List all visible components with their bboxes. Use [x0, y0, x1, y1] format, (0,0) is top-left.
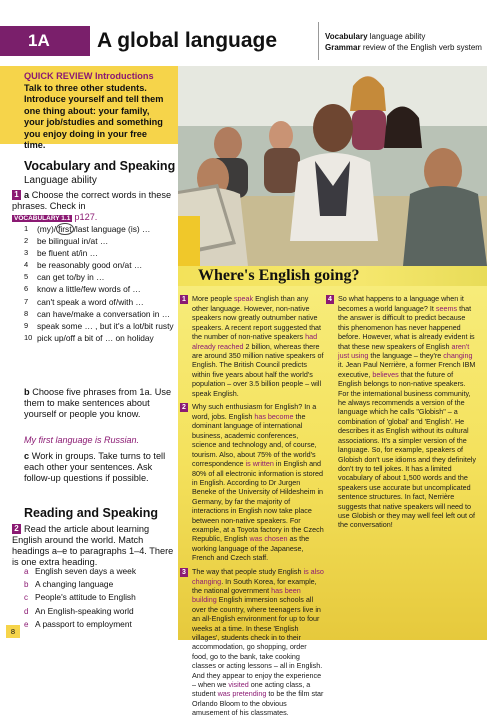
paragraph-number: 4: [326, 295, 334, 304]
paragraph-number: 1: [180, 295, 188, 304]
task-1a: [12, 190, 176, 224]
list-item: 4 be reasonably good on/at …: [24, 260, 143, 271]
task-1c-text: Work in groups. Take turns to tell each other your sentences. Ask follow-up questions if possible.: [24, 451, 166, 483]
article-title: Where's English going?: [178, 266, 487, 286]
article-column-left: [182, 294, 324, 722]
paragraph-1: 1 More people speak English than any other language. However, non-native speakers now greatly outnumber native speakers. A recent report suggested that the number of non-native speakers had already reached 2 billion, whereas there are around 350 million native speakers of English. The British Council predicts within five years about half the world's population – over 3.5 billion people – will speak English.: [192, 294, 324, 398]
grammar-focus: [325, 43, 482, 52]
circled-answer: first: [58, 224, 72, 234]
list-item: e A passport to employment: [24, 618, 132, 629]
vocabulary-subheading: Language ability: [24, 175, 97, 186]
vocabulary-reference-badge[interactable]: VOCABULARY 1.1: [14, 215, 71, 222]
paragraph-number: 3: [180, 568, 188, 577]
vocabulary-text: language ability: [369, 32, 426, 41]
task-number: 2: [12, 524, 21, 534]
task-2: [12, 524, 176, 568]
task-letter: b: [24, 387, 30, 397]
paragraph-4: 4 So what happens to a language when it becomes a world language? It seems that the answer is difficult to predict because this phenomenon has never happened before. However, what is already evident is that these new speakers of English aren't just using the language – they're changing it. Jean Paul Nerrière, a former French IBM executive, believes that the future of English belongs to non-native speakers. For the international business community, he always recommends a version of the language which he calls "Globish" – a combination of 'global' and 'English'. He describes it as English without its cultural associations. It's a simpler version of the language. So, for example, speakers of Globish don't use idioms and they definitely don't try to tell jokes. It has a limited vocabulary of about 1,500 words and the speakers use accurate but uncomplicated sentence structures. In fact, Nerrière suggests that native speakers will need to use Globish or they may well feel left out of the conversation!: [338, 294, 478, 530]
task-1c: [24, 451, 174, 484]
list-item: 9 speak some … , but it's a lot/bit rusty: [24, 320, 174, 331]
exercise-column: [0, 66, 178, 640]
page-header: [0, 0, 487, 66]
list-item: 5 can get to/by in …: [24, 272, 105, 283]
quick-review-text: Talk to three other students. Introduce yourself and tell them one thing about: your family, your job/studies and something you enjoy doing in your free time.: [24, 82, 164, 150]
task-1a-text: Choose the correct words in these phrases. Check in: [12, 190, 172, 211]
students-illustration: [178, 66, 487, 266]
list-item: c People's attitude to English: [24, 592, 136, 603]
reading-heading: Reading and Speaking: [24, 506, 159, 520]
page-reference-link[interactable]: p127.: [74, 212, 98, 222]
article-column-right: [328, 294, 478, 534]
task-letter: c: [24, 451, 30, 461]
classroom-photo: [178, 66, 487, 266]
paragraph-number: 2: [180, 403, 188, 412]
list-item: 6 know a little/few words of …: [24, 284, 141, 295]
grammar-key: Grammar: [325, 43, 361, 52]
vocabulary-heading: Vocabulary and Speaking: [24, 159, 176, 173]
task-letter: a: [24, 190, 30, 200]
paragraph-3: 3 The way that people study English is also changing. In South Korea, for example, the national government has been building English immersion schools all over the country, where teenagers live in an all-English environment for up to four weeks at a time. In these 'English villages', students check in to their accommodation, go shopping, order food, go to the bank, take cooking classes or acting lessons – all in English. And they appear to enjoy the experience – when we visited one acting class, a student was pretending to be the film star Orlando Bloom to the obvious amusement of his classmates.: [192, 567, 324, 718]
list-item: 3 be fluent at/in …: [24, 248, 98, 259]
vocabulary-focus: [325, 32, 425, 41]
task-2-text: Read the article about learning English around the world. Match headings a–e to paragraphs 1–4. There is one extra heading.: [12, 524, 174, 567]
list-item: 1 (my)/ first /last language (is) …: [24, 224, 151, 234]
task-1b-text: Choose five phrases from 1a. Use them to make sentences about yourself or people you know.: [24, 387, 172, 419]
vocabulary-key: Vocabulary: [325, 32, 368, 41]
list-item: 10 pick up/off a bit of … on holiday: [24, 332, 154, 343]
header-divider: [318, 22, 319, 60]
page-title: A global language: [97, 29, 278, 52]
page-number: 8: [6, 625, 20, 638]
grammar-text: review of the English verb system: [362, 43, 482, 52]
list-item: a English seven days a week: [24, 566, 137, 576]
list-item: b A changing language: [24, 579, 114, 590]
list-item: 2 be bilingual in/at …: [24, 236, 109, 247]
quick-review-heading: QUICK REVIEW Introductions: [24, 71, 154, 81]
unit-number: 1A: [0, 26, 90, 56]
list-item: 7 can't speak a word of/with …: [24, 296, 144, 307]
list-item: d An English-speaking world: [24, 605, 134, 616]
task-1b: [24, 387, 174, 420]
article-body: [178, 286, 487, 718]
list-item: 8 can have/make a conversation in …: [24, 308, 171, 319]
task-number: 1: [12, 190, 21, 200]
phrase-list: [24, 223, 176, 344]
quick-review-box: [0, 66, 178, 150]
example-sentence: My first language is Russian.: [24, 435, 140, 445]
paragraph-2: 2 Why such enthusiasm for English? In a word, jobs. English has become the dominant language of international business, academic conferences, science and technology and, of course, tourism. Also, about 75% of the world's correspondence is written in English and 80% of all electronic information is stored in English. According to Dr Jurgen Beneke of the University of Hildesheim in Germany, by far the majority of interactions in English now take place between non-native speakers. For example, at a Toyota factory in the Czech Republic, English was chosen as the working language of the Japanese, French and Czech staff.: [192, 402, 324, 563]
heading-options: [24, 565, 136, 631]
